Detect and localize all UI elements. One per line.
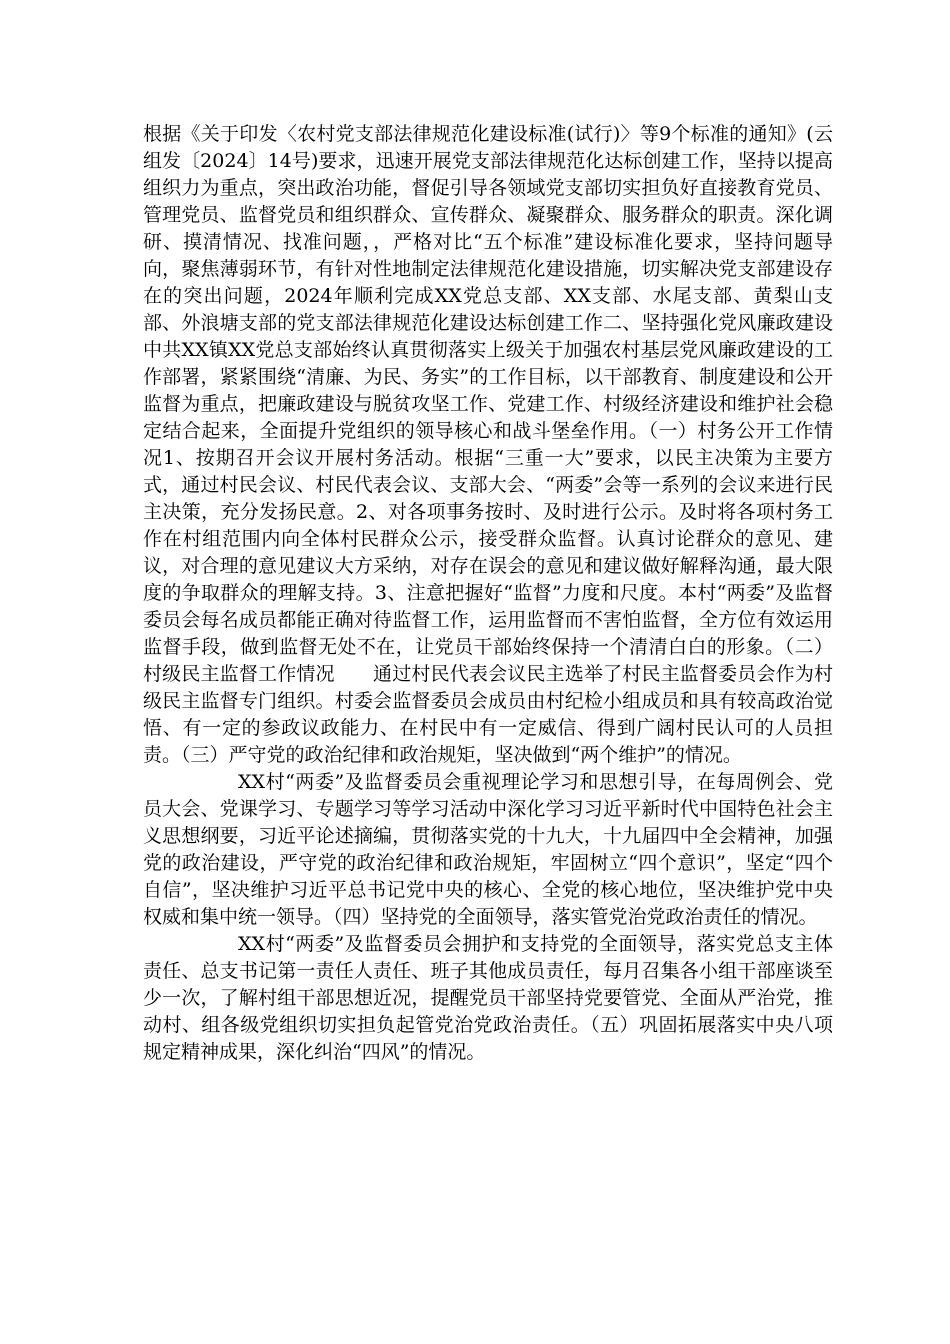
- document-page: [143, 121, 872, 1066]
- paragraph-2: XX村“两委”及监督委员会重视理论学习和思想引导，在每周例会、党员大会、党课学习、专题学习等学习活动中深化学习习近平新时代中国特色社会主义思想纲要，习近平论述摘编，贯彻落实党的十九大，十九届四中全会精神，加强党的政治建设，严守党的政治纪律和政治规矩，牢固树立“四个意识”，坚定“四个自信”，坚决维护习近平总书记党中央的核心、全党的核心地位，坚决维护党中央权威和集中统一领导。（四）坚持党的全面领导，落实管党治党政治责任的情况。: [143, 771, 833, 928]
- paragraph-1: 根据《关于印发〈农村党支部法律规范化建设标准(试行)〉等9个标准的通知》(云组发〔2024〕14号)要求，迅速开展党支部法律规范化达标创建工作，坚持以提高组织力为重点，突出政治功能，督促引导各领域党支部切实担负好直接教育党员、管理党员、监督党员和组织群众、宣传群众、凝聚群众、服务群众的职责。深化调研、摸清情况、找准问题，，严格对比“五个标准”建设标准化要求，坚持问题导向，聚焦薄弱环节，有针对性地制定法律规范化建设措施，切实解决党支部建设存在的突出问题，2024年顺利完成XX党总支部、XX支部、水尾支部、黄梨山支部、外浪塘支部的党支部法律规范化建设达标创建工作二、坚持强化党风廉政建设 中共XX镇XX党总支部始终认真贯彻落实上级关于加强农村基层党风廉政建设的工作部署，紧紧围绕“清廉、为民、务实”的工作目标，以干部教育、制度建设和公开监督为重点，把廉政建设与脱贫攻坚工作、党建工作、村级经济建设和维护社会稳定结合起来，全面提升党组织的领导核心和战斗堡垒作用。（一）村务公开工作情况1、按期召开会议开展村务活动。根据“三重一大”要求，以民主决策为主要方式，通过村民会议、村民代表会议、支部大会、“两委”会等一系列的会议来进行民主决策，充分发扬民意。2、对各项事务按时、及时进行公示。及时将各项村务工作在村组范围内向全体村民群众公示，接受群众监督。认真讨论群众的意见、建议，对合理的意见建议大方采纳，对存在误会的意见和建议做好解释沟通，最大限度的争取群众的理解支持。3、注意把握好“监督”力度和尺度。本村“两委”及监督委员会每名成员都能正确对待监督工作，运用监督而不害怕监督，全方位有效运用监督手段，做到监督无处不在，让党员干部始终保持一个清清白白的形象。（二）村级民主监督工作情况 通过村民代表会议民主选举了村民主监督委员会作为村级民主监督专门组织。村委会监督委员会成员由村纪检小组成员和具有较高政治觉悟、有一定的参政议政能力、在村民中有一定威信、得到广阔村民认可的人员担责。（三）严守党的政治纪律和政治规矩，坚决做到“两个维护”的情况。: [143, 123, 872, 766]
- paragraph-3: XX村“两委”及监督委员会拥护和支持党的全面领导，落实党总支主体责任、总支书记第一责任人责任、班子其他成员责任，每月召集各小组干部座谈至少一次，了解村组干部思想近况，提醒党员干部坚持党要管党、全面从严治党，推动村、组各级党组织切实担负起管党治党政治责任。（五）巩固拓展落实中央八项规定精神成果，深化纠治“四风”的情况。: [143, 933, 833, 1063]
